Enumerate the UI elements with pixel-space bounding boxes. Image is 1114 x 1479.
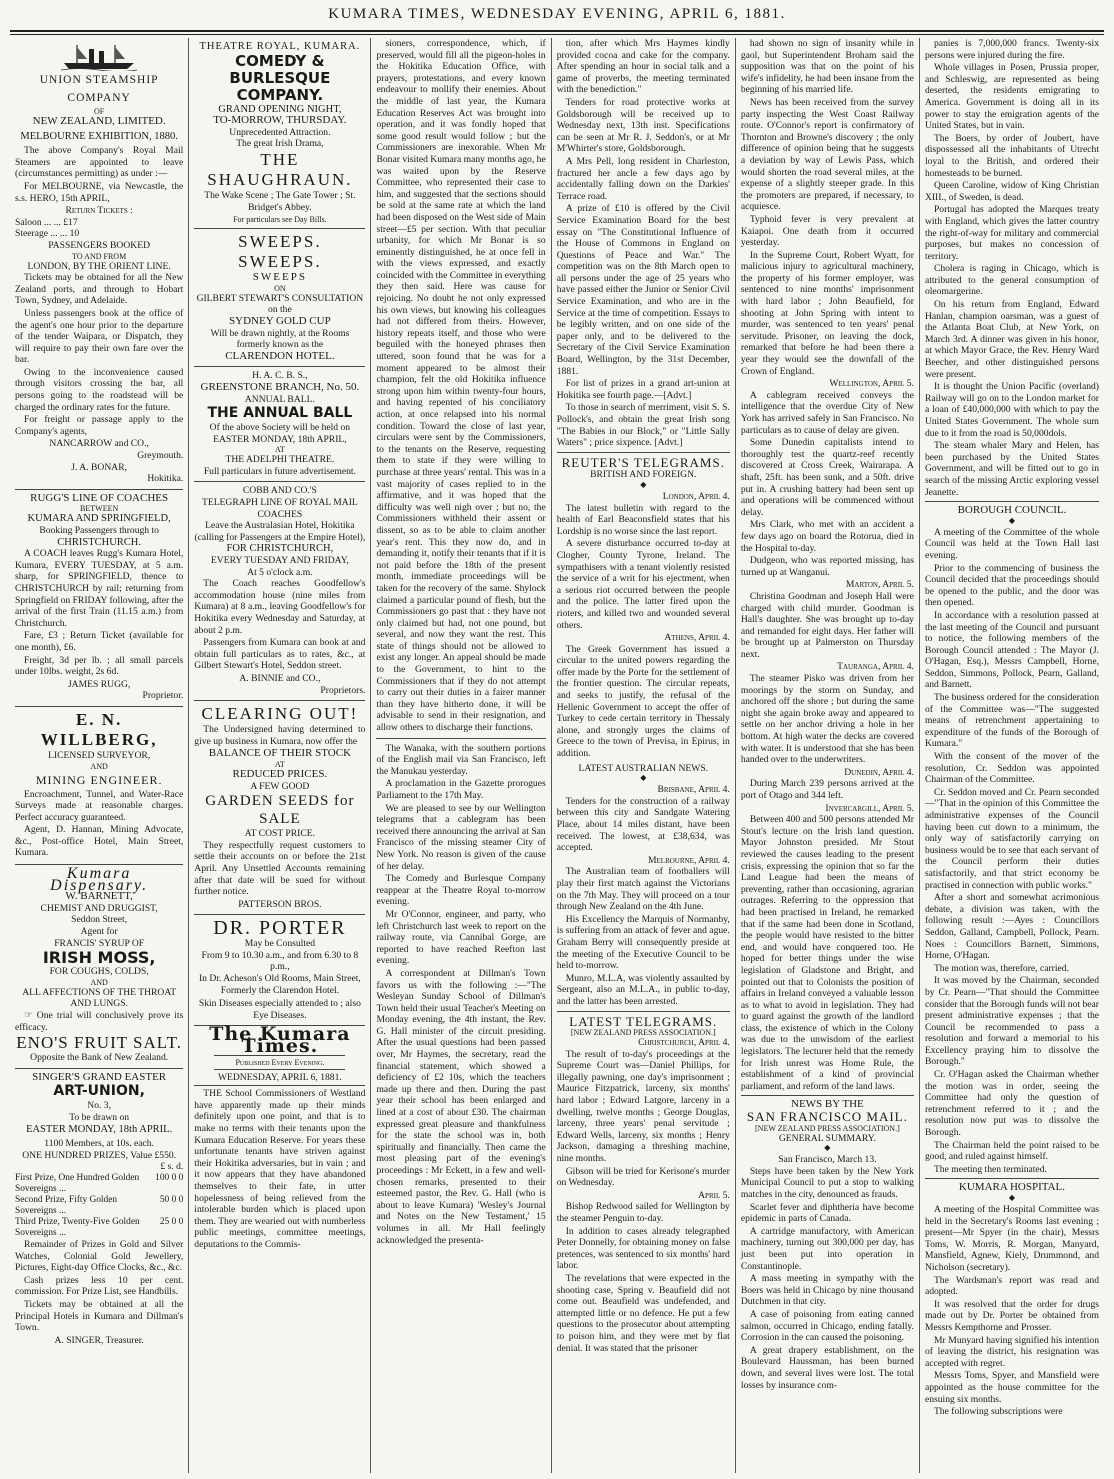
cobb-line: TELEGRAPH LINE OF ROYAL MAIL COACHES bbox=[201, 497, 358, 520]
society: Of the above Society will be held on bbox=[209, 422, 351, 434]
reuter-heading: REUTER'S TELEGRAMS. bbox=[561, 454, 725, 470]
opening-date: TO-MORROW, THURSDAY. bbox=[213, 114, 347, 127]
clearing-title: CLEARING OUT! bbox=[201, 704, 359, 724]
willberg-role-2: MINING ENGINEER. bbox=[35, 772, 163, 787]
barnett-role: CHEMIST AND DRUGGIST, bbox=[40, 902, 158, 914]
news-item: tion, after which Mrs Haymes kindly provided cocoa and cake for the company. After spending an hour in social talk and a game of proverbs, the meeting terminated with the benediction." bbox=[556, 38, 730, 96]
column-6 bbox=[920, 38, 1104, 1473]
news-item: We are pleased to see by our Wellington telegrams that a cablegram has been received there announcing the arrival at San Francisco of the missing steamer City of New York. No reason is given of the cause of her delay. bbox=[376, 802, 546, 872]
willberg-role: LICENSED SURVEYOR, bbox=[48, 749, 151, 761]
barnett-name: W. BARNETT, bbox=[65, 890, 133, 903]
news-item: Bishop Redwood sailed for Wellington by the steamer Penguin to-day. bbox=[556, 1201, 730, 1224]
news-item: The latest bulletin with regard to the health of Earl Beaconsfield states that his Lordship is no worse since the last report. bbox=[556, 502, 730, 537]
news-item: In addition to cases already telegraphed Peter Donnelly, for obtaining money on false pretences, was sentenced to six months' hard labor. bbox=[556, 1225, 730, 1272]
london-orient: LONDON, BY THE ORIENT LINE. bbox=[27, 260, 171, 272]
union-para: The above Company's Royal Mail Steamers are appointed to leave (circumstances permitting) as under :— bbox=[15, 145, 184, 180]
eno-fruit-salt: ENO'S FRUIT SALT. bbox=[16, 1033, 182, 1053]
pointing-hand-icon: ☞ bbox=[24, 1010, 37, 1021]
gold-cup: SYDNEY GOLD CUP bbox=[229, 314, 331, 327]
divider bbox=[376, 738, 545, 739]
rugg-para: Freight, 3d per lb. ; all small parcels under 10lbs. weight, 2s 6d. bbox=[15, 654, 184, 678]
news-item: The Wanaka, with the southern portions of the English mail via San Francisco, left the Manukau yesterday. bbox=[376, 742, 546, 777]
rugg-dest: CHRISTCHURCH. bbox=[57, 536, 142, 548]
dispensary-ad bbox=[15, 865, 183, 1069]
news-item: panies is 7,000,000 francs. Twenty-six persons were injured during the fire. bbox=[924, 38, 1099, 61]
news-item: A cablegram received conveys the intelligence that the overdue City of New York has arrived safely in San Francisco. No particulars as to cause of delay are given. bbox=[740, 389, 914, 436]
rugg-para: Fare, £3 ; Return Ticket (available for one month), £6. bbox=[15, 630, 184, 653]
shaughraun: THE SHAUGHRAUN. bbox=[207, 149, 353, 189]
hacbs-ad bbox=[194, 367, 365, 482]
diamond-icon: ◆ bbox=[1008, 1193, 1016, 1202]
australian-heading: LATEST AUSTRALIAN NEWS. bbox=[578, 762, 709, 774]
clearing-ad bbox=[194, 701, 365, 915]
garden-seeds: GARDEN SEEDS for SALE bbox=[205, 793, 355, 828]
news-item: The revelations that were expected in the shooting case, Spring v. Beaufield did not come out. Beaufield was undefended, and attempted little or no defence. He put a few questions to the prosecutor about attempting to poison him, and they were met by flat denial. It was stated that the prisoner bbox=[556, 1272, 730, 1354]
news-item: A proclamation in the Gazette prorogues Parliament to the 17th May. bbox=[376, 778, 546, 801]
dateline: Dunedin, April 4. bbox=[844, 766, 914, 778]
news-item: The Greek Government has issued a circular to the united powers regarding the offer made by the Porte for the settlement of the frontier question. The circular repeats, and seeks to justify, the refusal of the Hellenic Government to accept the offer of Turkey to cede certain territory in Thessaly alone, and strongly urges the claims of Greece to the town of Previsa, in Epirus, in addition. bbox=[556, 643, 730, 760]
editorial bbox=[194, 1023, 366, 1250]
steerage-fare: Steerage ... ... 10 bbox=[15, 228, 80, 240]
dateline: London, April 4. bbox=[662, 490, 730, 502]
news-item: A meeting of the Hospital Committee was held in the Secretary's Rooms last evening ; present—Mr Spyer (in the chair), Messrs Toms, W. Morris, R. Morgan, Manyard, Mansfield, Agnew, Kiely, Drummond, and Nicholson (secretary). bbox=[924, 1204, 1099, 1273]
column-2 bbox=[189, 38, 371, 1473]
rugg-coaches-ad bbox=[15, 490, 183, 707]
news-item: Tenders for road protective works at Goldsborough will be received up to Wednesday next, 13th inst. Specifications can be seen at Mr R. J. Seddon's, or at Mr M'Whirter's store, Goldsborough. bbox=[556, 96, 730, 155]
prize-label: Third Prize, Twenty-Five Golden Sovereigns ... bbox=[15, 1216, 140, 1238]
news-item: For list of prizes in a grand art-union at Hokitika see fourth page.—[Advt.] bbox=[556, 378, 730, 401]
news-item: Typhoid fever is very prevalent at Kaiapoi. One death from it occurred yesterday. bbox=[740, 213, 914, 249]
column-1 bbox=[10, 38, 189, 1473]
prize-label: First Prize, One Hundred Golden Sovereigns ... bbox=[15, 1172, 140, 1194]
cost-price: AT COST PRICE. bbox=[244, 828, 316, 840]
news-item: The Australian team of footballers will play their first match against the Victorians on the 7th May. They will proceed on a tour through New Zealand on the 4th June. bbox=[556, 866, 730, 913]
willberg-ad bbox=[15, 707, 183, 865]
agent-bonar: J. A. BONAR, bbox=[71, 461, 127, 473]
union-para: Unless passengers book at the office of the agent's one hour prior to the departure of the tender Waipara, or Dispatch, they will require to pay their own fare over the bar. bbox=[15, 307, 184, 366]
clarendon-hotel: CLARENDON HOTEL. bbox=[225, 349, 335, 362]
divider bbox=[214, 1069, 345, 1070]
union-para: For MELBOURNE, via Newcastle, the s.s. HERO, 15th APRIL, bbox=[15, 180, 184, 204]
news-item: The business ordered for the consideration of the Committee was—"The suggested means of retrenchment appertaining to expenditure of the funds of the Borough of Kumara." bbox=[924, 692, 1099, 750]
news-item: The Chairman held the point raised to be good, and ruled against himself. bbox=[924, 1139, 1099, 1163]
diamond-icon: ◆ bbox=[1008, 515, 1016, 525]
porter-ad bbox=[194, 915, 365, 1026]
porter-consult: May be Consulted bbox=[244, 938, 316, 950]
opening-night: GRAND OPENING NIGHT, bbox=[218, 103, 342, 115]
column-4 bbox=[552, 38, 736, 1473]
masthead: KUMARA TIMES, WEDNESDAY EVENING, APRIL 6, 1881. bbox=[328, 6, 786, 22]
sweeps-sub: SWEEPS bbox=[252, 271, 307, 284]
annual-ball: THE ANNUAL BALL bbox=[207, 405, 353, 422]
steamship-icon bbox=[59, 41, 139, 71]
news-item: With the consent of the mover of the resolution, Cr. Seddon was appointed Chairman of the Committee. bbox=[924, 751, 1099, 786]
news-item: On his return from England, Edward Hanlan, champion oarsman, was a guest of the Atlanta Boat Club, at New York, on March 3rd. A dinner was given in his honor, at which Mayor Grace, the Rev. Henry Ward Beecher, and other distinguished persons were present. bbox=[924, 299, 1099, 380]
diamond-icon: ◆ bbox=[824, 1143, 831, 1153]
rugg-signature: JAMES RUGG, bbox=[67, 678, 131, 690]
saloon-fare: Saloon ... ... £17 bbox=[15, 216, 78, 228]
news-item: Mr O'Connor, engineer, and party, who left Christchurch last week to report on the railway route, via Cannibal Gorge, are reported to have reached Reefton last evening. bbox=[376, 908, 546, 967]
willberg-para: Agent, D. Hannan, Mining Advocate, &c., Post-office Hotel, Main Street, Kumara. bbox=[15, 824, 184, 859]
news-item: It was resolved that the order for drugs made out by Dr. Porter be obtained from Messrs Kempthorne and Prosser. bbox=[924, 1298, 1099, 1333]
attraction: Unprecedented Attraction. bbox=[229, 126, 331, 138]
news-item: Steps have been taken by the New York Municipal Council to put a stop to walking matches in the city, denounced as frauds. bbox=[740, 1165, 914, 1200]
news-item: A Mrs Pell, long resident in Charleston, fractured her ancle a few days ago by accidentally falling down on the Darkies' Terrace road. bbox=[556, 155, 730, 202]
masthead-rule-thin bbox=[10, 34, 1104, 35]
news-item: Tenders for the construction of a railway between this city and Sandgate Watering Place, about 14 miles distant, have been received. The lowest, at £38,634, was accepted. bbox=[556, 795, 730, 854]
divider bbox=[925, 1178, 1099, 1179]
news-item: had shown no sign of insanity while in gaol, but Superintendent Broham said the supposition was that on the point of his wife's infidelity, he had been insane from the beginning of his married life. bbox=[740, 38, 914, 96]
news-item: The Comedy and Burlesque Company reappear at the Theatre Royal to-morrow evening. bbox=[376, 873, 546, 908]
consultation: GILBERT STEWART'S CONSULTATION on the bbox=[196, 292, 364, 316]
annual-ball-sub: ANNUAL BALL. bbox=[244, 393, 315, 405]
trial-text bbox=[15, 1010, 183, 1033]
news-item: Cr. Seddon moved and Cr. Pearn seconded—"That in the opinion of this Committee the administrative expenses of the Council having been cut down to a minimum, the only way of satisfactorily carrying on business would be to see that each servant of the Council perform their duties satisfactorily, and that strict economy be practised in connection with public works." bbox=[924, 786, 1099, 891]
cobb-days: EVERY TUESDAY AND FRIDAY, bbox=[210, 555, 349, 567]
dateline: Athens, April 4. bbox=[664, 632, 730, 644]
news-item: A mass meeting in sympathy with the Boers was held in Chicago by nine thousand Dutchmen in that city. bbox=[740, 1273, 914, 1308]
sweeps-title: SWEEPS. SWEEPS. bbox=[238, 232, 322, 272]
throat-lungs: ALL AFFECTIONS OF THE THROAT AND LUNGS. bbox=[22, 986, 177, 1010]
news-item: The Wardsman's report was read and adopted. bbox=[924, 1274, 1099, 1298]
news-item: To those in search of merriment, visit S. S. Pollock's, and obtain the great Irish song "The Babies in our Block," or "Little Sally Waters" ; price sixpence. [Advt.] bbox=[556, 402, 730, 449]
prize-label: Second Prize, Fifty Golden Sovereigns ... bbox=[15, 1194, 118, 1216]
union-of: OF bbox=[94, 107, 105, 116]
willberg-name: E. N. WILLBERG, bbox=[40, 709, 158, 749]
editorial-date: WEDNESDAY, APRIL 6, 1881. bbox=[217, 1071, 342, 1083]
news-item: Christina Goodman and Joseph Hall were charged with child murder. Goodman is Hall's daughter. She was brought up to-day and remanded for eight days. Her father will be brought up at Palmerston on Thursday next. bbox=[740, 590, 914, 660]
dateline: Christchurch, April 4. bbox=[638, 1037, 730, 1049]
news-item: A cartridge manufactory, with American machinery, turning out 300,000 per day, has just been put into operation in Constantinople. bbox=[740, 1225, 914, 1272]
comedy-company: COMEDY & BURLESQUE COMPANY. bbox=[229, 51, 331, 104]
willberg-and: AND bbox=[90, 761, 108, 771]
union-para: Owing to the inconvenience caused through visitors crossing the bar, all persons going to the roadstead will be charged the ordinary rates for the future. bbox=[15, 366, 184, 413]
singer-para: Cash prizes less 10 per cent. commission. For Prize List, see Handbills. bbox=[15, 1274, 184, 1298]
sweeps-on: ON bbox=[274, 283, 286, 293]
singer-prizes: ONE HUNDRED PRIZES, Value £550. bbox=[22, 1149, 177, 1161]
news-item: Some Dunedin capitalists intend to thoroughly test the quartz-reef recently discovered at Cross Creek, Wairarapa. A shaft, 25ft. has been sunk, and a 50ft. drive put in. A crushing battery had been sent up and operations will be commenced without delay. bbox=[740, 437, 914, 518]
patterson-signature: PATTERSON BROS. bbox=[238, 898, 322, 910]
news-item: Whole villages in Posen, Prussia proper, and Schleswig, are represented as being deserted, the residents emigrating to America. Government is doing all in its power to stay the emigration agents of the United States, but in vain. bbox=[924, 62, 1099, 132]
great-drama: The great Irish Drama, bbox=[236, 138, 324, 150]
diamond-icon: ◆ bbox=[640, 479, 647, 489]
porter-hours: From 9 to 10.30 a.m., and from 6.30 to 8 p.m., bbox=[201, 949, 359, 973]
singer-drawn: To be drawn on bbox=[69, 1111, 130, 1123]
dateline: Melbourne, April 4. bbox=[648, 854, 730, 866]
opposite-bank: Opposite the Bank of New Zealand. bbox=[30, 1052, 169, 1064]
news-item: His Excellency the Marquis of Normanby, is suffering from an attack of fever and ague. Graham Berry will consequently preside at the meeting of the Executive Council to be held to-morrow. bbox=[556, 913, 730, 972]
news-item: Prior to the commencing of business the Council decided that the proceedings should be opened to the public, and the door was then opened. bbox=[924, 562, 1099, 609]
column-5 bbox=[736, 38, 920, 1473]
newspaper-page bbox=[10, 38, 1104, 1473]
news-item: The steam whaler Mary and Helen, has been purchased by the United States Government, and will be fitted out to go in search of the missing Arctic exploring vessel Jeanette. bbox=[924, 440, 1099, 498]
british-foreign: BRITISH AND FOREIGN. bbox=[590, 469, 697, 481]
agent-nancarrow: NANCARROW and CO., bbox=[49, 438, 149, 450]
news-item: It is thought the Union Pacific (overland) Railway will go on to the London market for a loan of £40,000,000 with which to pay the United States Government. The whole sum due to it from the road is 50,000dols. bbox=[924, 381, 1099, 439]
greenstone-branch: GREENSTONE BRANCH, No. 50. bbox=[200, 380, 360, 393]
kumara-times-title: The Kumara Times. bbox=[209, 1023, 351, 1058]
news-item: A meeting of the Committee of the whole Council was held at the Town Hall last evening. bbox=[924, 526, 1099, 561]
news-item: Portugal has adopted the Marques treaty with England, which gives the latter country the right-of-way for military and commercial purposes, but makes no concession of territory. bbox=[924, 204, 1099, 262]
union-title-2: NEW ZEALAND, LIMITED. bbox=[32, 115, 166, 127]
adelphi: THE ADELPHI THEATRE. bbox=[225, 454, 335, 466]
column-3 bbox=[371, 38, 551, 1473]
divider bbox=[194, 1085, 365, 1086]
trial-label: One trial will conclusively prove its efficacy. bbox=[15, 1010, 184, 1033]
return-tickets: Return Tickets : bbox=[65, 205, 133, 217]
agent-bonar-town: Hokitika. bbox=[147, 473, 184, 485]
news-item: Gibson will be tried for Kerisone's murder on Wednesday. bbox=[556, 1165, 730, 1189]
cobb-title: COBB AND CO.'S bbox=[242, 485, 317, 497]
dateline: San Francisco, March 13. bbox=[778, 1154, 877, 1166]
news-item: The following subscriptions were bbox=[933, 1406, 1063, 1418]
clearing-at: AT bbox=[274, 759, 285, 769]
dateline: Invercargill, April 5. bbox=[825, 802, 914, 814]
news-item: In the Supreme Court, Robert Wyatt, for malicious injury to agricultural machinery, the property of his former employer, was sentenced to nine months' imprisonment with hard labor ; John Beaufield, for shooting at John Spring with intent to murder, was sentenced to ten years' penal servitude. Prisoner, on leaving the dock, remarked that before he had been there a year they would see the downfall of the Crown of England. bbox=[740, 249, 914, 377]
news-item: News has been received from the survey party inspecting the West Coast Railway route. O'Connor's report is confirmatory of Thornton and Browne's discovery ; the only difference of opinion being that he suggests a deviation by way of Lewis Pass, which would shorten the road several miles, at the expense of a slightly steeper grade. In this the promoters are prepared, if necessary, to acquiesce. bbox=[740, 96, 914, 213]
singer-art-union-ad bbox=[15, 1069, 183, 1347]
general-summary: GENERAL SUMMARY. bbox=[778, 1132, 876, 1144]
ball-at: AT bbox=[274, 445, 285, 455]
news-item: The steamer Pisko was driven from her moorings by the storm on Sunday, and anchored off the shore ; but during the same night she again broke away and appeared to settle on her anchor driving a hole in her bottom. At high water the decks are covered with water. It is understood that she has been handed over to the underwriters. bbox=[740, 673, 914, 766]
for-coughs: FOR COUGHS, COLDS, bbox=[49, 966, 149, 978]
sweeps-ad bbox=[194, 229, 365, 367]
cobb-signature-title: Proprietors. bbox=[320, 684, 366, 696]
porter-rooms: In Dr. Acheson's Old Rooms, Main Street, bbox=[198, 973, 361, 985]
dateline: Tauranga, April 4. bbox=[837, 661, 914, 673]
news-item: Between 400 and 500 persons attended Mr Stout's lecture on the Irish land question. Mayor Johnston presided. Mr Stout reviewed the causes leading to the present crisis, expressing the opinion that so far the Land League had been the means of preventing, rather than occasioning, agrarian outrages. Referring to the oppression that had been practised in Ireland, he remarked that if the same had been done in Scotland, the people would have resisted to the bitter end, and would have conquered too. He hoped for better things under the wise legislation of Gladstone and Bright, and pointed out that to Colonists the position of affairs in Ireland conveyed a valuable lesson as to what to avoid in legislation. They had to guard against the growth of the landlord class, the existence of which in the Colony was due to the unwisdom of the earliest legislators. The lecturer held that the remedy for Irish unrest was Home Rule, the establishment of a kind of provincial parliament, and reform of the land laws. bbox=[740, 814, 914, 1092]
scenes: The Wake Scene ; The Gate Tower ; St. Bridget's Abbey. bbox=[204, 189, 356, 213]
news-item: Mrs Clark, who met with an accident a few days ago on board the Rotorua, died in the Hospital to-day. bbox=[740, 519, 914, 554]
news-item: During March 239 persons arrived at the port of Otago and 344 left. bbox=[740, 778, 914, 801]
borough-council-heading: BOROUGH COUNCIL. bbox=[957, 504, 1067, 517]
table-row bbox=[15, 1195, 183, 1217]
cobb-time: At 5 o'clock a.m. bbox=[247, 566, 313, 578]
union-title: UNION STEAMSHIP COMPANY bbox=[39, 74, 159, 104]
cobb-for: FOR CHRISTCHURCH, bbox=[226, 543, 334, 555]
singer-para: Remainder of Prizes in Gold and Silver Watches, Colonial Gold Jewellery, Pictures, Eight-day Office Clocks, &c., &c. bbox=[15, 1238, 184, 1274]
porter-formerly: Formerly the Clarendon Hotel. bbox=[220, 984, 340, 996]
prize-amount: 100 0 0 bbox=[155, 1172, 184, 1183]
clearing-para: They respectfully request customers to settle their accounts on or before the 21st April. Any Unsettled Accounts remaining after that date will be sued for without further notice. bbox=[194, 839, 366, 898]
hacbs-title: H. A. C. B. S., bbox=[252, 370, 308, 382]
news-item: A case of poisoning from eating canned salmon, occurred in Chicago, ending fatally. Corrosion in the can caused the poisoning. bbox=[740, 1308, 914, 1344]
dateline: Marton, April 5. bbox=[845, 579, 914, 591]
syrup-of: FRANCIS' SYRUP OF bbox=[54, 937, 145, 949]
news-item: It was moved by the Chairman, seconded by Cr. Pearn—"That should the Committee consider that the Borough funds will not bear present administrative expenses ; that the Council be recommended to pass a resolution and forward a memorial to his Excellency praying him to dissolve the Borough." bbox=[924, 975, 1099, 1068]
news-item: A correspondent at Dillman's Town favors us with the following :—"The Wesleyan Sunday School of Dillman's Town held their usual Teacher's Meeting on Monday evening, the 4th instant, the Rev. G. Hall minister of the circuit presiding. After the usual questions had been passed over, Mr Haymes, the secretary, read the financial statement, which showed a deficiency of £2 10s, which the teachers made up there and then. During the past year their school has been enlarged and lined at a cost of about £30. The chairman expressed great pleasure and thankfulness for the state the school was in, both spiritually and financially. Then came the most pleasing part of the evening's proceedings : Mr Eckett, in a few and well-chosen remarks, presented to their esteemed pastor, the Rev. G. Hall (who is about to leave Kumara) 'Wesley's Journal and Notes on the New Testament,' 15 volumes in all. Mr Hall feelingly acknowledged the presenta- bbox=[376, 967, 546, 1246]
rugg-para: A COACH leaves Rugg's Kumara Hotel, Kumara, EVERY TUESDAY, at 5 a.m. sharp, for SPRINGFIELD, thence to CHRISTCHURCH by rail; returning from Springfield on FRIDAY following, after the arrival of the first Train (11.15 a.m.) from Christchurch. bbox=[15, 548, 184, 629]
particulars: For particulars see Day Bills. bbox=[233, 215, 327, 225]
balance-stock: BALANCE OF THEIR STOCK bbox=[208, 747, 352, 760]
published-evening: Published Every Evening. bbox=[235, 1057, 325, 1067]
news-item: After a short and somewhat acrimonious debate, a division was taken, with the following result :—Ayes : Councillors Seddon, Galland, Campbell, Pollock, Pearn. Noes : Councillors Barnett, Simmons, Horne, O'Hagan. bbox=[924, 892, 1099, 962]
drawn-nightly: Will be drawn nightly, at the Rooms formerly known as the bbox=[210, 327, 350, 351]
rugg-signature-title: Proprietor. bbox=[142, 690, 184, 702]
press-association: [NEW ZEALAND PRESS ASSOCIATION.] bbox=[755, 1123, 900, 1133]
singer-title: SINGER'S GRAND EASTER bbox=[32, 1070, 167, 1083]
dateline: Brisbane, April 4. bbox=[657, 784, 730, 796]
news-item: Munro, M.L.A, was violently assaulted by Sergeant, also an M.L.A., in public to-day, and the latter has been arrested. bbox=[556, 972, 730, 1007]
singer-date: EASTER MONDAY, 18th APRIL. bbox=[26, 1123, 173, 1135]
melbourne-exhibition: MELBOURNE EXHIBITION, 1880. bbox=[20, 130, 178, 142]
news-item: Cholera is raging in Chicago, which is attributed to the general consumption of oleomargerine. bbox=[924, 263, 1099, 298]
rugg-booking: Booking Passengers through to bbox=[39, 525, 159, 536]
union-steamship-ad bbox=[15, 38, 183, 490]
art-union: ART-UNION, bbox=[53, 1083, 145, 1100]
news-item: The Boers, by order of Joubert, have dispossessed all the inhabitants of Utrecht loyal to the British, and ordered their homesteads to be burned. bbox=[924, 132, 1099, 179]
masthead-rule bbox=[10, 30, 1104, 32]
news-item: A severe disturbance occurred to-day at Clogher, County Tyrone, Ireland. The sympathisers with a tenant violently resisted the service of a writ for his ejectment, when a serious riot occurred between the people and the police. The latter fired upon the rioters, and killed two and wounded several others. bbox=[556, 538, 730, 631]
singer-para: Tickets may be obtained at all the Principal Hotels in Kumara and Dillman's Town. bbox=[15, 1298, 184, 1334]
diamond-icon: ◆ bbox=[640, 773, 647, 783]
editorial-continued: sioners, correspondence, which, if preserved, would fill all the pigeon-holes in the Hokitika Education Office, with prayers, protestations, and every known endeavour to mollify their enemies. About the middle of last year, the Kumara Education Reserves Act was brought into operation, and it was fondly hoped that some good result would follow ; but the Commissioners are inexorable. When Mr Bonar visited Kumara many months ago, he was waited upon by the Reserve Committee, who represented their case to him, and suggested that the sections should be sold at the same rate at which the land had been disposed on the West side of Main street—£5 per section. With that peculiar urbanity, for which Mr Bonar is so eminently distinguished, he at once fell in with the views expressed, and exactly coincided with the Committee in everything they then said. Here was cause for rejoicing. No doubt he not only expressed his own views, but knowing his colleagues had not differed from theirs. However, history repeats itself, and those who were beguiled with the honeyed phrases then uttered, soon found that he was for a moment appeared to be almost their champion, felt the old Hokitika influence strong upon him within twenty-four hours, and having repented of his conciliatory action, at once relapsed into his normal condition. Toward the close of last year, circulars were sent by the Commissioners, to the tenants on the Reserve, requesting them to state if they were willing to purchase at three years' rental. This was in a vast majority of cases replied to in the affirmative, and it was hoped that the difficulty was well nigh over ; but no, the Commissioners withheld their assent or dissent, so as to be able to claim another year's rent. This they now do, and in demanding it, notify their tenants that if it is not paid before the 18th of the present month, immediate proceedings will be taken for the recovery of the same. Shylock claimed a particular pound of flesh, but the Commissioners go past that : they have not only claimed but had, not one pound, but several, and now they want the rest. This state of things should not be allowed to exist any longer. An appeal should be made to the Government, to hint to the Commissioners that if they do not attempt to carry out their duties in a fairer manner than they have hitherto done, it will be advisable to send in their resignation, and allow others to discharge their functions. bbox=[376, 38, 546, 734]
cobb-leave: Leave the Australasian Hotel, Hokitika (calling for Passengers at the Empire Hotel), bbox=[194, 520, 366, 543]
dateline: April 5. bbox=[698, 1189, 730, 1201]
prize-table bbox=[15, 1173, 183, 1239]
news-item: The result of to-day's proceedings at the Supreme Court was—Daniel Phillips, for illegally pawning, one day's imprisonment ; Maurice Fitzpatrick, larceny, six months' hard labor ; Edward Latgore, larceny in a dwelling, twelve months ; George Douglas, larceny, three years' penal servitude ; Edward Wells, larceny, six months ; Henry Jackson, damaging a threshing machine, nine months. bbox=[556, 1048, 730, 1165]
divider bbox=[741, 1095, 914, 1096]
kumara-hospital-heading: KUMARA HOSPITAL. bbox=[958, 1181, 1065, 1194]
dispensary-and: AND bbox=[90, 977, 108, 987]
ball-date: EASTER MONDAY, 18th APRIL, bbox=[213, 433, 347, 445]
table-row bbox=[15, 1217, 183, 1239]
cobb-para: Passengers from Kumara can book at and obtain full particulars as to rates, &c., at Gilbert Stewart's Hotel, Seddon street. bbox=[194, 637, 366, 672]
dispensary-arc-title: Kumara Dispensary. bbox=[50, 865, 149, 894]
cobb-para: The Coach reaches Goodfellow's accommodation house (nine miles from Kumara) at 8 a.m., leaving Goodfellow's for Hokitika every Wednesday and Saturday, at about 2 p.m. bbox=[194, 578, 366, 636]
news-item: In accordance with a resolution passed at the last meeting of the Council and pursuant to notice, the following members of the Borough Council attended : The Mayor (J. O'Hagan, Esq.), Messrs Campbell, Horne, Seddon, Simmons, Pollock, Pearn, Galland, and Barnett. bbox=[924, 609, 1099, 691]
singer-no: No. 3, bbox=[87, 1100, 111, 1112]
san-francisco-mail: SAN FRANCISCO MAIL. bbox=[746, 1109, 908, 1125]
prize-amount: 25 0 0 bbox=[159, 1216, 184, 1227]
union-para: For freight or passage apply to the Company's agents, bbox=[15, 414, 184, 437]
singer-signature: A. SINGER, Treasurer. bbox=[54, 1334, 144, 1346]
news-item: The meeting then terminated. bbox=[933, 1163, 1047, 1175]
news-item: Queen Caroline, widow of King Christian XIII., of Sweden, is dead. bbox=[924, 180, 1099, 203]
dateline: Wellington, April 5. bbox=[829, 378, 914, 390]
news-item: A prize of £10 is offered by the Civil Service Examination Board for the best essay on "The Constitutional Influence of the House of Commons in England on Questions of Peace and War." The competition was on the 8th March open to all persons under the age of 25 years who have passed either the Junior or Senior Civil Service Examination, and who are in the Service at the time of competition. Essays to be legibly written, and on one side of the paper only, and to be delivered to the Secretary of the Civil Service Examination Board, Wellington, by the 31st December, 1881. bbox=[556, 203, 730, 377]
to-and-from: TO AND FROM bbox=[72, 251, 127, 261]
reduced-prices: REDUCED PRICES. bbox=[232, 767, 328, 780]
rugg-title: RUGG'S LINE OF COACHES bbox=[30, 491, 169, 504]
irish-moss: IRISH MOSS, bbox=[42, 948, 156, 968]
divider bbox=[557, 1011, 730, 1012]
a-few-good: A FEW GOOD bbox=[250, 780, 310, 792]
cobb-signature: A. BINNIE and CO., bbox=[239, 672, 321, 684]
passengers-booked: PASSENGERS BOOKED bbox=[48, 239, 151, 251]
agent-for: Agent for bbox=[80, 926, 118, 938]
currency-heading: £ s. d. bbox=[160, 1161, 184, 1173]
agent-nancarrow-town: Greymouth. bbox=[137, 450, 184, 462]
union-para: Tickets may be obtained for all the New Zealand ports, and through to Hobart Town, Sydney, and Adelaide. bbox=[15, 272, 184, 307]
news-item: Mr Munyard having signified his intention of leaving the district, his resignation was accepted with regret. bbox=[924, 1334, 1099, 1369]
editorial-para: THE School Commissioners of Westland have apparently made up their minds definitely upon one point, and that is to make no terms with their tenants upon the Kumara Education Reserve. For years these unfortunate tenants have striven against their Hokitika adversaries, but in vain ; and it now appears that they have abandoned themselves to their fate, in utter hopelessness of being relieved from the intolerable burden which is placed upon them. They are wearied out with numberless public meetings, committee meetings, deputations to the Commis- bbox=[194, 1088, 366, 1250]
press-association: [NEW ZEALAND PRESS ASSOCIATION.] bbox=[570, 1028, 716, 1038]
rugg-route: KUMARA AND SPRINGFIELD, bbox=[27, 513, 171, 525]
theatre-ad bbox=[194, 38, 365, 229]
rugg-between: BETWEEN bbox=[80, 504, 119, 514]
news-item: Cr. O'Hagan asked the Chairman whether the motion was in order, seeing the Committee had only the question of retrenchment referred to it ; and the resolution now put was to dissolve the Borough. bbox=[924, 1069, 1099, 1139]
cobb-ad bbox=[194, 482, 365, 701]
news-item: The motion was, therefore, carried. bbox=[933, 962, 1069, 974]
news-by-the: NEWS BY THE bbox=[791, 1098, 864, 1111]
news-item: A great drapery establishment, on the Boulevard Haussman, has been burned down, and several lives were lost. The total losses by insurance com- bbox=[740, 1344, 914, 1391]
news-item: Messrs Toms, Spyer, and Mansfield were appointed as the house committee for the ensuing six months. bbox=[924, 1370, 1099, 1405]
willberg-para: Encroachment, Tunnel, and Water-Race Surveys made at reasonable charges. Perfect accuracy guaranteed. bbox=[15, 788, 184, 823]
divider bbox=[557, 452, 730, 453]
porter-skin: Skin Diseases especially attended to ; also Eye Diseases. bbox=[198, 998, 361, 1021]
table-row bbox=[15, 1173, 183, 1195]
latest-telegrams: LATEST TELEGRAMS. bbox=[569, 1013, 718, 1029]
porter-title: DR. PORTER bbox=[213, 917, 347, 940]
full-particulars: Full particulars in future advertisement. bbox=[203, 465, 356, 477]
theatre-title: THEATRE ROYAL, KUMARA. bbox=[199, 41, 361, 52]
news-item: Dudgeon, who was reported missing, has turned up at Wanganui. bbox=[740, 555, 914, 578]
singer-members: 1100 Members, at 10s. each. bbox=[44, 1138, 154, 1150]
prize-amount: 50 0 0 bbox=[159, 1194, 184, 1205]
barnett-street: Seddon Street, bbox=[71, 914, 128, 926]
divider bbox=[925, 501, 1099, 502]
clearing-para: The Undersigned having determined to give up business in Kumara, now offer the bbox=[194, 724, 366, 747]
news-item: Scarlet fever and diphtheria have become epidemic in parts of Canada. bbox=[740, 1201, 914, 1225]
